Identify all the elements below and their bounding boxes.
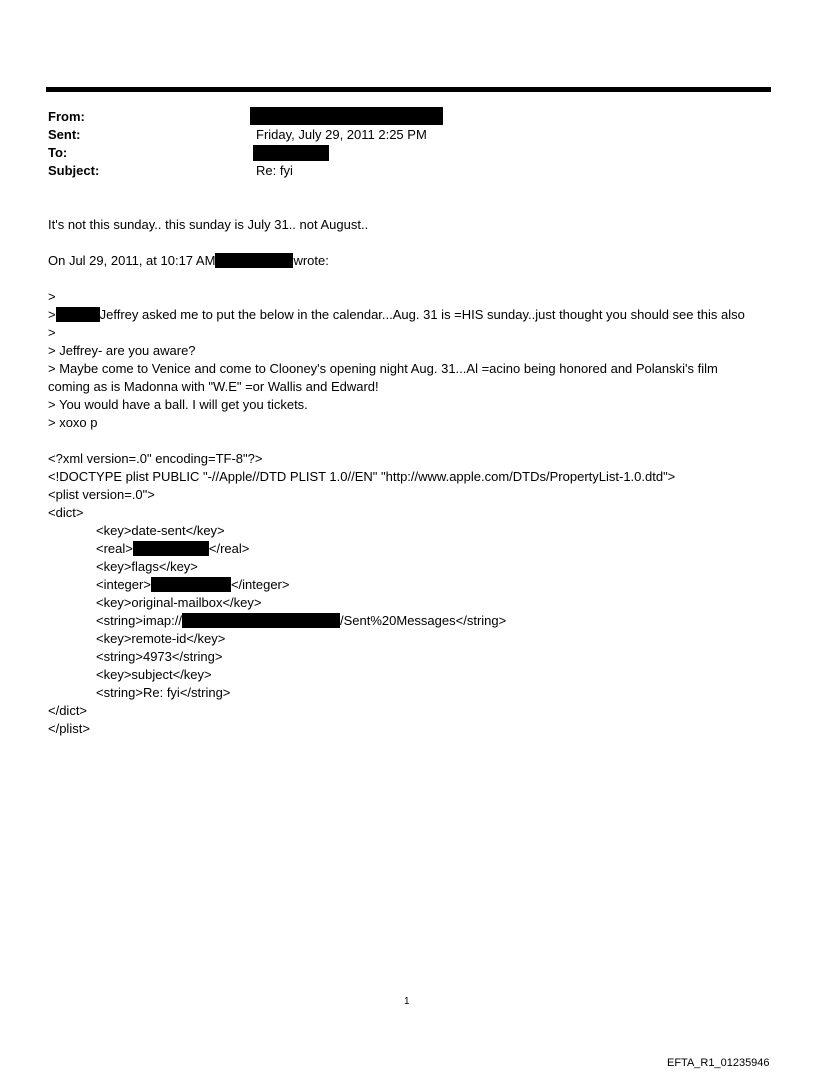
subject-label: Subject: xyxy=(48,163,100,178)
body-line-2 xyxy=(48,252,329,270)
quote-line-1: > xyxy=(48,289,56,304)
plist-real xyxy=(96,540,249,558)
redacted-real xyxy=(133,541,209,556)
plist-real-open: <real> xyxy=(96,541,133,556)
redacted-sender xyxy=(215,253,293,268)
plist-integer-open: <integer> xyxy=(96,577,151,592)
plist-string-imap xyxy=(96,612,506,630)
plist-imap-open: <string>imap:// xyxy=(96,613,182,628)
quote-line-6: coming as is Madonna with "W.E" =or Wallis and Edward! xyxy=(48,379,379,394)
plist-key-original-mailbox: <key>original-mailbox</key> xyxy=(96,595,262,610)
redacted-from xyxy=(250,107,443,125)
quote-line-3: > xyxy=(48,325,56,340)
plist-end-plist: </plist> xyxy=(48,721,90,736)
plist-key-subject: <key>subject</key> xyxy=(96,667,212,682)
plist-integer-close: </integer> xyxy=(230,577,290,592)
plist-line-2: <!DOCTYPE plist PUBLIC "-//Apple//DTD PLIST 1.0//EN" "http://www.apple.com/DTDs/PropertyList-1.0.dtd"> xyxy=(48,469,676,484)
redacted-mailbox xyxy=(182,613,340,628)
sent-value: Friday, July 29, 2011 2:25 PM xyxy=(256,127,427,142)
plist-key-date-sent: <key>date-sent</key> xyxy=(96,523,225,538)
body-line-2-prefix: On Jul 29, 2011, at 10:17 AM xyxy=(48,253,216,268)
quote-line-2 xyxy=(48,306,745,324)
to-label: To: xyxy=(48,145,68,160)
document-id: EFTA_R1_01235946 xyxy=(667,1057,770,1069)
plist-string-remote-id: <string>4973</string> xyxy=(96,649,223,664)
redacted-name xyxy=(56,307,100,322)
body-line-1: It's not this sunday.. this sunday is July 31.. not August.. xyxy=(48,217,369,232)
plist-line-4: <dict> xyxy=(48,505,84,520)
quote-line-5: > Maybe come to Venice and come to Clooney's opening night Aug. 31...Al =acino being honored and Polanski's film xyxy=(48,361,718,376)
plist-line-3: <plist version=.0"> xyxy=(48,487,155,502)
redacted-integer xyxy=(151,577,231,592)
plist-real-close: </real> xyxy=(208,541,250,556)
sent-label: Sent: xyxy=(48,127,81,142)
plist-key-remote-id: <key>remote-id</key> xyxy=(96,631,226,646)
page-number: 1 xyxy=(404,996,410,1007)
plist-integer xyxy=(96,576,289,594)
redacted-to xyxy=(253,145,329,161)
plist-key-flags: <key>flags</key> xyxy=(96,559,198,574)
quote-line-4: > Jeffrey- are you aware? xyxy=(48,343,196,358)
plist-line-1: <?xml version=.0" encoding=TF-8"?> xyxy=(48,451,263,466)
plist-string-subject: <string>Re: fyi</string> xyxy=(96,685,231,700)
subject-value: Re: fyi xyxy=(256,163,293,178)
quote-line-7: > You would have a ball. I will get you tickets. xyxy=(48,397,308,412)
body-line-2-suffix: wrote: xyxy=(293,253,329,268)
quote-line-2-text: Jeffrey asked me to put the below in the calendar...Aug. 31 is =HIS sunday..just thought you should see this also xyxy=(99,307,745,322)
quote-line-2-prefix: > xyxy=(48,307,56,322)
from-label: From: xyxy=(48,109,85,124)
header-rule xyxy=(46,87,771,92)
plist-end-dict: </dict> xyxy=(48,703,88,718)
plist-imap-tail: /Sent%20Messages</string> xyxy=(340,613,507,628)
quote-line-8: > xoxo p xyxy=(48,415,98,430)
